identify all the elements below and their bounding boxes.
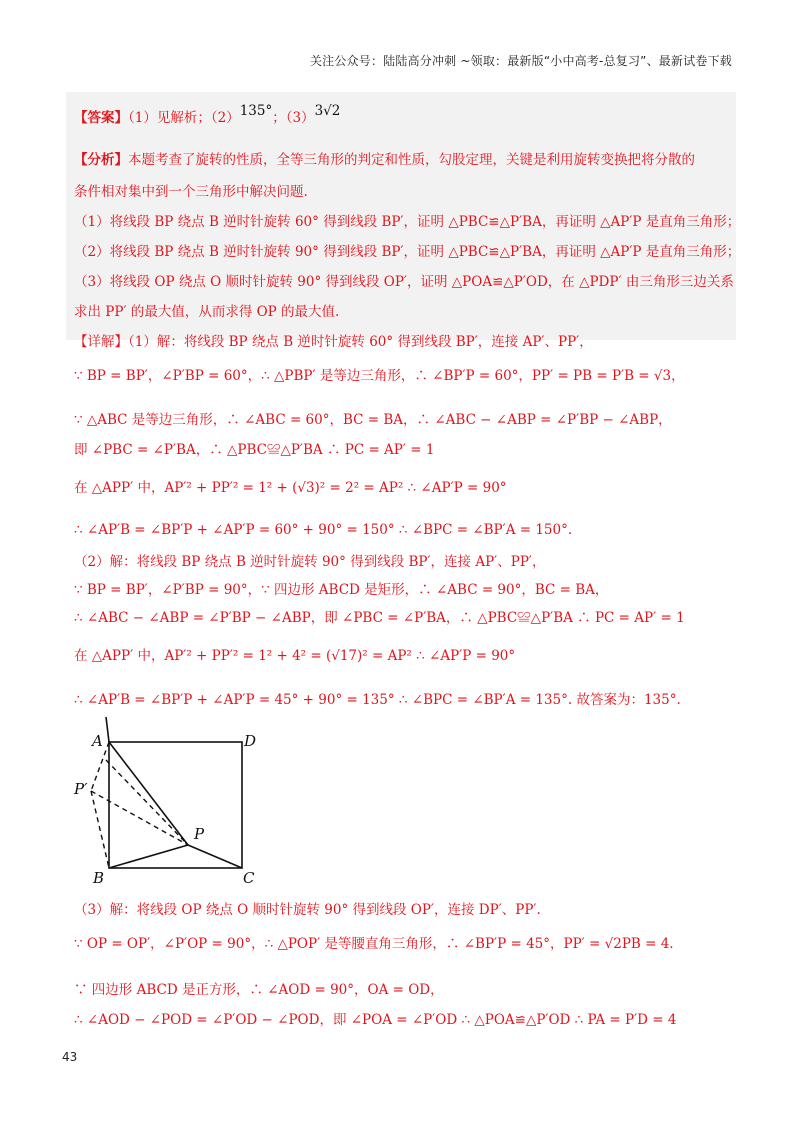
detail-line-15: ∴ ∠AOD − ∠POD = ∠P′OD − ∠POD，即 ∠POA = ∠P′OD ∴ △POA≌△P′OD ∴ PA = P′D = 4 bbox=[74, 1012, 677, 1028]
analysis-text-1: 本题考查了旋转的性质，全等三角形的判定和性质，勾股定理，关键是利用旋转变换把将分散的 bbox=[128, 152, 695, 168]
segment-bp1-dashed bbox=[91, 791, 109, 868]
square-figure bbox=[66, 715, 276, 890]
answer-value-2: 135° bbox=[239, 103, 273, 119]
detail-line-11: ∴ ∠AP′B = ∠BP′P + ∠AP′P = 45° + 90° = 135° ∴ ∠BPC = ∠BP′A = 135°. 故答案为：135°. bbox=[74, 692, 681, 708]
detail-line-3: ∵ △ABC 是等边三角形，∴ ∠ABC = 60°，BC = BA，∴ ∠ABC − ∠ABP = ∠P′BP − ∠ABP， bbox=[74, 412, 672, 428]
segment-pc bbox=[188, 845, 242, 868]
answer-value-3: 3√2 bbox=[314, 103, 341, 119]
detail-line-12: （3）解：将线段 OP 绕点 O 顺时针旋转 90° 得到线段 OP′，连接 DP′、PP′. bbox=[74, 902, 541, 918]
answer-part3: ；（3） bbox=[272, 110, 315, 126]
detail-line-5: 在 △APP′ 中，AP′² + PP′² = 1² + (√3)² = 2² = AP² ∴ ∠AP′P = 90° bbox=[74, 480, 507, 496]
analysis-point-2: （2）将线段 BP 绕点 B 逆时针旋转 90° 得到线段 BP′，证明 △PBC≌△P′BA，再证明 △AP′P 是直角三角形； bbox=[74, 244, 741, 260]
segment-bp bbox=[109, 845, 188, 868]
label-d: D bbox=[244, 732, 257, 750]
analysis-tag: 【分析】 bbox=[74, 152, 128, 168]
page-number: 43 bbox=[62, 1050, 78, 1064]
analysis-line-1 bbox=[74, 150, 695, 170]
segment-pp1-dashed bbox=[91, 791, 188, 845]
detail-line-4: 即 ∠PBC = ∠P′BA，∴ △PBC≌△P′BA ∴ PC = AP′ = 1 bbox=[74, 442, 435, 458]
detail-line-6: ∴ ∠AP′B = ∠BP′P + ∠AP′P = 60° + 90° = 150° ∴ ∠BPC = ∠BP′A = 150°. bbox=[74, 522, 573, 538]
detail-line-9: ∴ ∠ABC − ∠ABP = ∠P′BP − ∠ABP，即 ∠PBC = ∠P′BA，∴ △PBC≌△P′BA ∴ PC = AP′ = 1 bbox=[74, 610, 685, 626]
answer-part1: （1）见解析；（2） bbox=[128, 110, 240, 126]
analysis-line-2: 条件相对集中到一个三角形中解决问题. bbox=[74, 184, 308, 200]
label-c: C bbox=[243, 869, 255, 887]
segment-inner-dashed bbox=[106, 760, 188, 845]
detail-line-1: 【详解】（1）解：将线段 BP 绕点 B 逆时针旋转 60° 得到线段 BP′，连接 AP′、PP′， bbox=[74, 334, 593, 350]
analysis-point-1: （1）将线段 BP 绕点 B 逆时针旋转 60° 得到线段 BP′，证明 △PBC≌△P′BA，再证明 △AP′P 是直角三角形； bbox=[74, 214, 741, 230]
segment-ap bbox=[109, 742, 188, 845]
analysis-point-3b: 求出 PP′ 的最大值，从而求得 OP 的最大值. bbox=[74, 304, 340, 320]
detail-line-8: ∵ BP = BP′，∠P′BP = 90°，∵ 四边形 ABCD 是矩形，∴ ∠ABC = 90°，BC = BA， bbox=[74, 582, 609, 598]
detail-line-14: ∵ 四边形 ABCD 是正方形，∴ ∠AOD = 90°，OA = OD， bbox=[74, 982, 444, 998]
detail-line-10: 在 △APP′ 中，AP′² + PP′² = 1² + 4² = (√17)² = AP² ∴ ∠AP′P = 90° bbox=[74, 648, 516, 664]
detail-line-2: ∵ BP = BP′，∠P′BP = 60°，∴ △PBP′ 是等边三角形，∴ ∠BP′P = 60°，PP′ = PB = P′B = √3， bbox=[74, 368, 685, 384]
detail-line-13: ∵ OP = OP′，∠P′OP = 90°，∴ △POP′ 是等腰直角三角形，∴ ∠BP′P = 45°，PP′ = √2PB = 4. bbox=[74, 936, 674, 952]
label-a: A bbox=[92, 732, 103, 750]
answer-line bbox=[74, 103, 341, 128]
label-b: B bbox=[93, 869, 105, 887]
page-header: 关注公众号：陆陆高分冲刺 ~领取：最新版“小中高考-总复习”、最新试卷下载 bbox=[309, 54, 732, 68]
label-p-prime: P′ bbox=[74, 780, 88, 798]
label-p: P bbox=[194, 825, 205, 843]
extension-line bbox=[106, 717, 109, 742]
answer-tag: 【答案】 bbox=[74, 110, 128, 126]
detail-line-7: （2）解：将线段 BP 绕点 B 逆时针旋转 90° 得到线段 BP′，连接 AP′、PP′， bbox=[74, 554, 546, 570]
analysis-point-3: （3）将线段 OP 绕点 O 顺时针旋转 90° 得到线段 OP′，证明 △POA≌△P′OD，在 △PDP′ 由三角形三边关系 bbox=[74, 274, 734, 290]
